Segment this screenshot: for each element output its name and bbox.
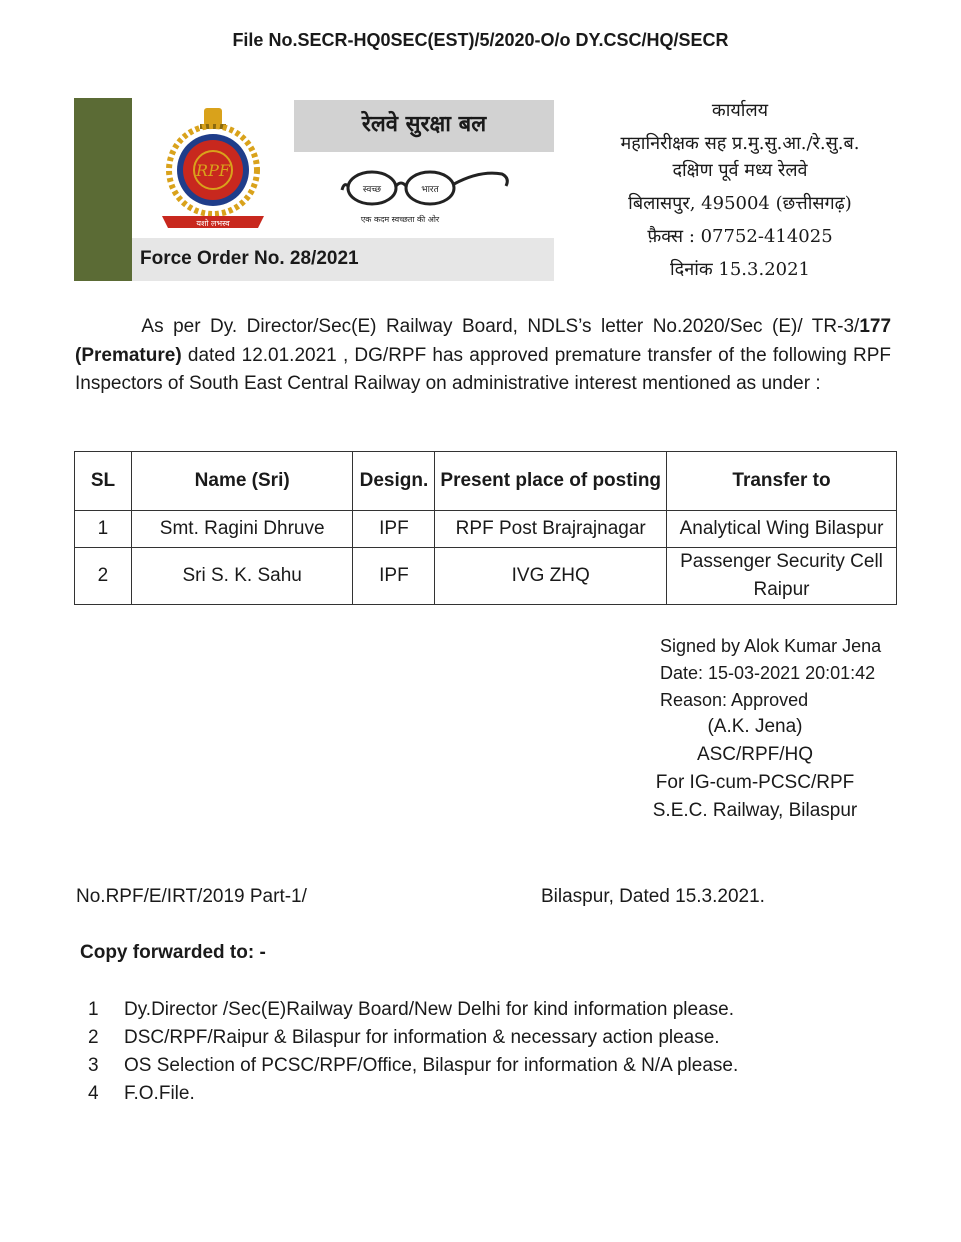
list-item-text: Dy.Director /Sec(E)Railway Board/New Delhi for kind information please. (124, 999, 734, 1020)
order-paragraph (75, 313, 891, 399)
address-designation: महानिरीक्षक सह प्र.मु.सु.आ./रे.सु.ब. (620, 133, 860, 154)
address-office: कार्यालय (711, 100, 769, 121)
col-header-designation: Design. (353, 452, 435, 511)
cell-present-posting: RPF Post Brajrajnagar (435, 511, 667, 548)
cell-name: Sri S. K. Sahu (131, 548, 353, 605)
cell-sl: 2 (75, 548, 132, 605)
force-order-number: Force Order No. 28/2021 (140, 248, 359, 269)
list-item-text: OS Selection of PCSC/RPF/Office, Bilaspur for information & N/A please. (124, 1055, 739, 1076)
copy-forwarded-heading: Copy forwarded to: - (80, 942, 266, 963)
address-zone: दक्षिण पूर्व मध्य रेलवे (672, 160, 808, 181)
rpf-emblem (132, 98, 294, 238)
address-date: दिनांक 15.3.2021 (669, 259, 811, 280)
swachh-tagline: एक कदम स्वच्छता की ओर (360, 215, 440, 224)
list-item-number: 4 (88, 1083, 99, 1104)
signatory-designation: ASC/RPF/HQ (696, 744, 814, 765)
para-text-1: As per Dy. Director/Sec(E) Railway Board, NDLS’s letter No.2020/Sec (E)/ TR-3/ (141, 316, 860, 337)
transfer-table (74, 451, 897, 605)
table-header-row (75, 452, 897, 511)
list-item (88, 1083, 195, 1105)
col-header-transfer-to: Transfer to (667, 452, 897, 511)
col-header-present-posting: Present place of posting (435, 452, 667, 511)
table-row (75, 548, 897, 605)
list-item-number: 1 (88, 999, 99, 1020)
para-bold-1: 177 (859, 316, 892, 337)
para-bold-2: (Premature) (75, 344, 182, 366)
rpf-emblem-icon (132, 98, 294, 238)
logo-text: RPF (196, 161, 230, 180)
header-accent-bar (74, 98, 132, 281)
cell-present-posting: IVG ZHQ (435, 548, 667, 605)
cell-sl: 1 (75, 511, 132, 548)
signatory-name: (A.K. Jena) (707, 716, 803, 737)
file-number: File No.SECR-HQ0SEC(EST)/5/2020-O/o DY.CSC/HQ/SECR (232, 30, 729, 50)
reference-number: No.RPF/E/IRT/2019 Part-1/ (76, 886, 307, 907)
cell-transfer-to: Analytical Wing Bilaspur (667, 511, 897, 548)
swachh-bharat-logo (330, 160, 520, 228)
table-row (75, 511, 897, 548)
spectacles-icon (330, 160, 520, 228)
address-city: बिलासपुर, 495004 (छत्तीसगढ़) (628, 193, 852, 214)
reference-place-date: Bilaspur, Dated 15.3.2021. (541, 886, 765, 907)
list-item-text: F.O.File. (124, 1083, 195, 1104)
address-fax: फ़ैक्स : 07752-414025 (647, 226, 833, 247)
cell-transfer-to: Passenger Security Cell Raipur (667, 548, 897, 605)
list-item-number: 3 (88, 1055, 99, 1076)
signatory-railway: S.E.C. Railway, Bilaspur (652, 800, 858, 821)
org-title-hindi: रेलवे सुरक्षा बल (361, 111, 487, 137)
cell-designation: IPF (353, 511, 435, 548)
signatory-for: For IG-cum-PCSC/RPF (655, 772, 855, 793)
col-header-sl: SL (75, 452, 132, 511)
cell-name: Smt. Ragini Dhruve (131, 511, 353, 548)
col-header-name: Name (Sri) (131, 452, 353, 511)
swachh-left-text: स्वच्छ (362, 185, 382, 195)
swachh-right-text: भारत (421, 185, 439, 195)
digital-signature-date: Date: 15-03-2021 20:01:42 (660, 663, 876, 683)
list-item (88, 1027, 720, 1049)
logo-motto: यशो लभस्व (196, 219, 230, 228)
para-indent (75, 316, 141, 337)
para-text-2: dated 12.01.2021 , DG/RPF has approved premature transfer of the following RPF Inspectors of South East Central Railway on administrative interest mentioned as under : (75, 344, 891, 394)
list-item-number: 2 (88, 1027, 99, 1048)
list-item-text: DSC/RPF/Raipur & Bilaspur for information & necessary action please. (124, 1027, 720, 1048)
digital-signature-reason: Reason: Approved (660, 690, 809, 710)
digital-signature-name: Signed by Alok Kumar Jena (660, 636, 882, 656)
list-item (88, 1055, 738, 1077)
cell-designation: IPF (353, 548, 435, 605)
list-item (88, 999, 734, 1021)
